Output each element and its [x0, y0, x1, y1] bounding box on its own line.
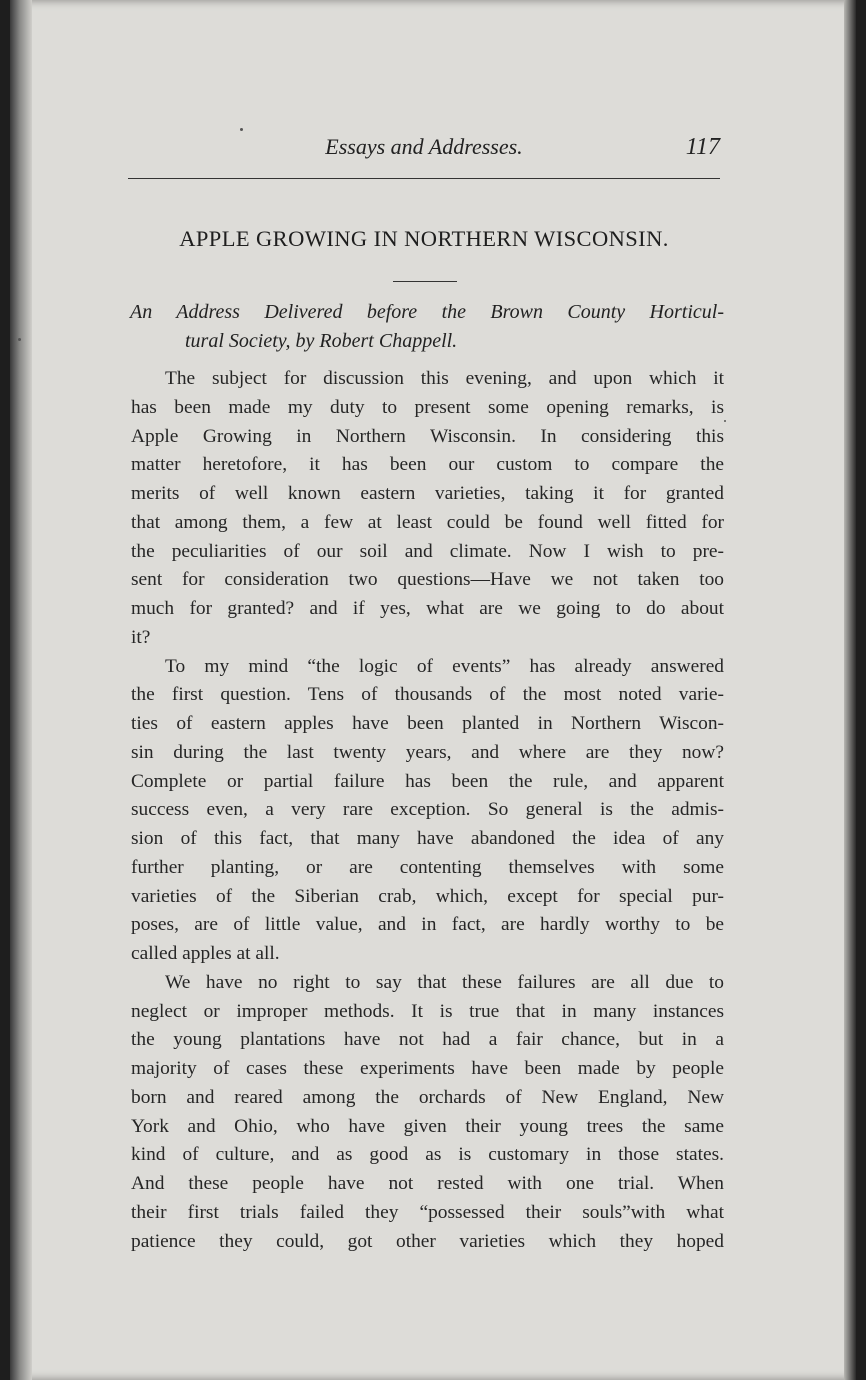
text-line: success even, a very rare exception. So general is the admis-	[131, 799, 724, 821]
text-line: poses, are of little value, and in fact, are hardly worthy to be	[131, 914, 724, 936]
text-line: matter heretofore, it has been our custom to compare the	[131, 454, 724, 476]
paragraph	[131, 365, 724, 653]
article-body	[131, 365, 724, 1256]
text-line: their first trials failed they “possessed their souls”with what	[131, 1201, 724, 1223]
text-line: it?	[131, 626, 151, 648]
text-line: called apples at all.	[131, 943, 280, 964]
paper-speck	[18, 338, 21, 341]
text-line: We have no right to say that these failures are all due to	[165, 971, 724, 993]
book-page	[10, 0, 856, 1380]
text-line: ties of eastern apples have been planted in Northern Wiscon-	[131, 713, 724, 734]
text-line: York and Ohio, who have given their young trees the same	[131, 1115, 724, 1137]
page-outer-edge	[844, 0, 856, 1380]
text-line: that among them, a few at least could be found well fitted for	[131, 511, 724, 533]
running-head	[128, 130, 720, 170]
text-line: kind of culture, and as good as is customary in those states.	[131, 1144, 724, 1166]
text-line: much for granted? and if yes, what are we going to do about	[131, 598, 724, 619]
text-line: To my mind “the logic of events” has already answered	[165, 655, 724, 677]
text-line: further planting, or are contenting themselves with some	[131, 856, 724, 878]
article-subtitle	[130, 298, 724, 356]
title-divider	[393, 281, 457, 282]
paper-speck	[240, 128, 243, 131]
paragraph	[131, 653, 724, 969]
paper-speck	[724, 420, 726, 422]
page-number: 117	[685, 134, 720, 160]
article-title: APPLE GROWING IN NORTHERN WISCONSIN.	[179, 226, 669, 251]
text-line: sion of this fact, that many have abandoned the idea of any	[131, 828, 724, 849]
text-line: has been made my duty to present some opening remarks, is	[131, 396, 724, 418]
text-line: varieties of the Siberian crab, which, except for special pur-	[131, 885, 724, 907]
header-rule	[128, 178, 720, 179]
subtitle-line: An Address Delivered before the Brown County Horticul-	[130, 301, 724, 323]
text-line: majority of cases these experiments have been made by people	[131, 1058, 724, 1079]
paragraph	[131, 969, 724, 1257]
running-head-title: Essays and Addresses.	[325, 134, 523, 159]
text-line: merits of well known eastern varieties, taking it for granted	[131, 483, 724, 504]
text-line: the peculiarities of our soil and climate. Now I wish to pre-	[131, 540, 724, 562]
text-line: And these people have not rested with one trial. When	[131, 1173, 724, 1194]
text-line: The subject for discussion this evening, and upon which it	[165, 368, 724, 389]
text-line: Apple Growing in Northern Wisconsin. In considering this	[131, 425, 724, 447]
text-line: sin during the last twenty years, and where are they now?	[131, 741, 724, 763]
text-line: neglect or improper methods. It is true that in many instances	[131, 1000, 724, 1022]
text-line: the first question. Tens of thousands of the most noted varie-	[131, 684, 724, 706]
text-line: Complete or partial failure has been the rule, and apparent	[131, 770, 724, 792]
text-line: the young plantations have not had a fair chance, but in a	[131, 1029, 724, 1051]
text-line: patience they could, got other varieties which they hoped	[131, 1230, 724, 1252]
subtitle-line: tural Society, by Robert Chappell.	[185, 330, 458, 352]
text-line: sent for consideration two questions—Have we not taken too	[131, 569, 724, 591]
text-line: born and reared among the orchards of New England, New	[131, 1086, 724, 1108]
page-binding-edge	[10, 0, 32, 1380]
